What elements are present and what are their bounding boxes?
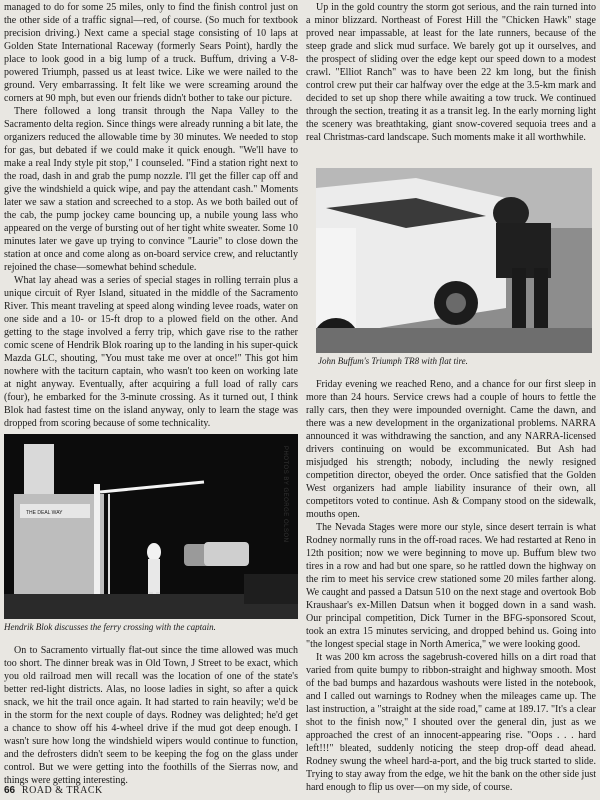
paragraph: On to Sacramento virtually flat-out since the time allowed was much too short. The dinner break was in Old Town, J Street to be exact, which you old railroad men will recall was the location of one of the state's better red-light districts. Alas, no loose ladies in sight, so after a quick snack, we hit the trail once again. It had started to rain heavily; we'd be in the storm for the next couple of days. Rodney was delighted; he'd get a chance to show off his 4-wheel drive if the mud got deep enough. I wasn't sure how long the windshield wipers would continue to function, and the defrosters didn't seem to be keeping the fog on the glass under control. But we were getting into the foothills of the Sierras now, and things were getting interesting. [4, 645, 298, 786]
photo-credit: PHOTOS BY GEORGE OLSON [282, 446, 288, 543]
paragraph: What lay ahead was a series of special stages in rolling terrain plus a unique circuit of Ryer Island, situated in the middle of the Sacramento River. This meant traveling at speed along winding levee roads, water on one side and a 10- or 15-ft drop to a plowed field on the other. And getting to the stage involved a ferry trip, which gave rise to the rather comic scene of Hendrik Blok roaring up to the landing in his super-quick Mazda GLC, shouting, "You must take me over at once!" This got him nowhere with the taciturn captain, who wasn't too keen on working late at night anyway. Eventually, after acquiring a full load of rally cars (four), he embarked for the 3-minute crossing. As it turned out, I think Blok had fastest time on the island anyway, only to learn the stage was dropped from scoring because of some technicality. [4, 275, 298, 429]
paragraph: It was 200 km across the sagebrush-covered hills on a dirt road that varied from quite bumpy to ribbon-straight and highway smooth. Most of the bad bumps and hazardous washouts were listed in the notebook, and I called out warnings to Rodney when the mileages came up. The last instruction, a "straight at the side road," came at 189.17. "It's a clear shot to the finish now," I shouted over the general din, just as we approached the crest of an innocent-appearing rise. "Oops . . . hard left!!!" bleated, suddenly noticing the steep drop-off dead ahead. Rodney swung the wheel hard-a-port, and the big truck started to slide. Trying to stay away from the edge, we hit the bank on the other side just hard enough to flip us over—on my side, of course. [306, 652, 596, 793]
ferry-photo-caption: Hendrik Blok discusses the ferry crossing with the captain. [4, 622, 216, 632]
right-column-top [306, 1, 596, 144]
car-photo [316, 168, 592, 353]
magazine-name: ROAD & TRACK [21, 785, 103, 796]
ferry-photo [4, 434, 298, 619]
paragraph: Friday evening we reached Reno, and a chance for our first sleep in more than 24 hours. Service crews had a couple of hours to fettle the rally cars, then they were impounded overnight. Came the dawn, and there was a new development in the organizational problems. NARRA announced it was withdrawing the sanction, and any NARRA-licensed drivers continuing on would be excommunicated. But Ash had misjudged his strength; nobody, including the newly resigned competition director, obeyed the order. Once satisfied that the Golden West organizers had ample liability insurance of their own, all competitors voted to continue. Ash & Company stood on the sidewalk, mouths open. [306, 379, 596, 520]
paragraph: Up in the gold country the storm got serious, and the rain turned into a minor blizzard. Northeast of Forest Hill the "Chicken Hawk" stage proved near impassable, at least for the late runners, because of the steep grade and slick mud surface. We barely got up it ourselves, and the prospect of sliding over the edge kept our speed down to a modest crawl. "Elliot Ranch" was to have been 22 km long, but the finish control crew put their car halfway over the edge at the 3.5-km mark and decided to set up shop there while awaiting a tow truck. We continued through the section, treating it as a transit leg. In the early morning light the scenery was breathtaking, giant snow-covered sequoia trees and a real Christmas-card landscape. Such moments make it all worthwhile. [306, 2, 596, 143]
left-column-top [4, 1, 298, 430]
right-column-bottom [306, 378, 596, 794]
page-folio [4, 785, 103, 796]
left-column-bottom [4, 644, 298, 787]
ferry-sign-text: THE DEAL WAY [26, 510, 63, 516]
page-number: 66 [4, 785, 16, 796]
paragraph: managed to do for some 25 miles, only to find the finish control just on the other side of a traffic signal—red, of course. (So much for textbook precision driving.) Next came a special stage consisting of 10 laps at Golden State International Raceway (formerly Sears Point), hardly the place to look good in a big lump of a truck. Buffum, driving a V-8-powered Triumph, passed us at least twice. Like we were nailed to the ground. Very embarrassing. It felt like we were screaming around the corners at 90 mph, but even our friends didn't bother to take our picture. [4, 2, 298, 104]
car-photo-caption: John Buffum's Triumph TR8 with flat tire. [318, 356, 468, 366]
paragraph: There followed a long transit through the Napa Valley to the Sacramento delta region. Since things were already running a bit late, the organizers reduced the allowable time by 30 minutes. We needed to stop for gas, but debated if we could make it quick enough. "We'll have to make a real Indy style pit stop," I counseled. "Find a station right next to the road, dash in and grab the pump nozzle. I'll get the filler cap off and give the windshield a quick wipe, and pay the attendant cash." Moments later we saw a station and screeched to a stop. As we both bailed out of the cab, the pump jockey came bouncing up, a nubile young lass who appeared on the verge of bursting out of her tight white sweater. Some 10 minutes later we gave up trying to convince "Laurie" to close down the station at once and come along as on-board service crew, and reluctantly rejoined the chase—somewhat behind schedule. [4, 106, 298, 273]
paragraph: The Nevada Stages were more our style, since desert terrain is what Rodney normally runs in the off-road races. We had restarted at Reno in 12th position; now we were beginning to move up. Buffum blew two tires in a row and had but one spare, so he rattled down the highway on the rim to meet his service crew stationed some 20 miles farther along. We caught and passed a Datsun 510 on the next stage and overtook Bob Kraushaar's ex-Millen Datsun when it bogged down in a sand wash. Our principal competition, Dick Turner in the BFG-sponsored Scout, took an extra 15 minutes servicing, and dropped behind us. Going into "the longest special stage in North America," we were looking good. [306, 522, 596, 650]
